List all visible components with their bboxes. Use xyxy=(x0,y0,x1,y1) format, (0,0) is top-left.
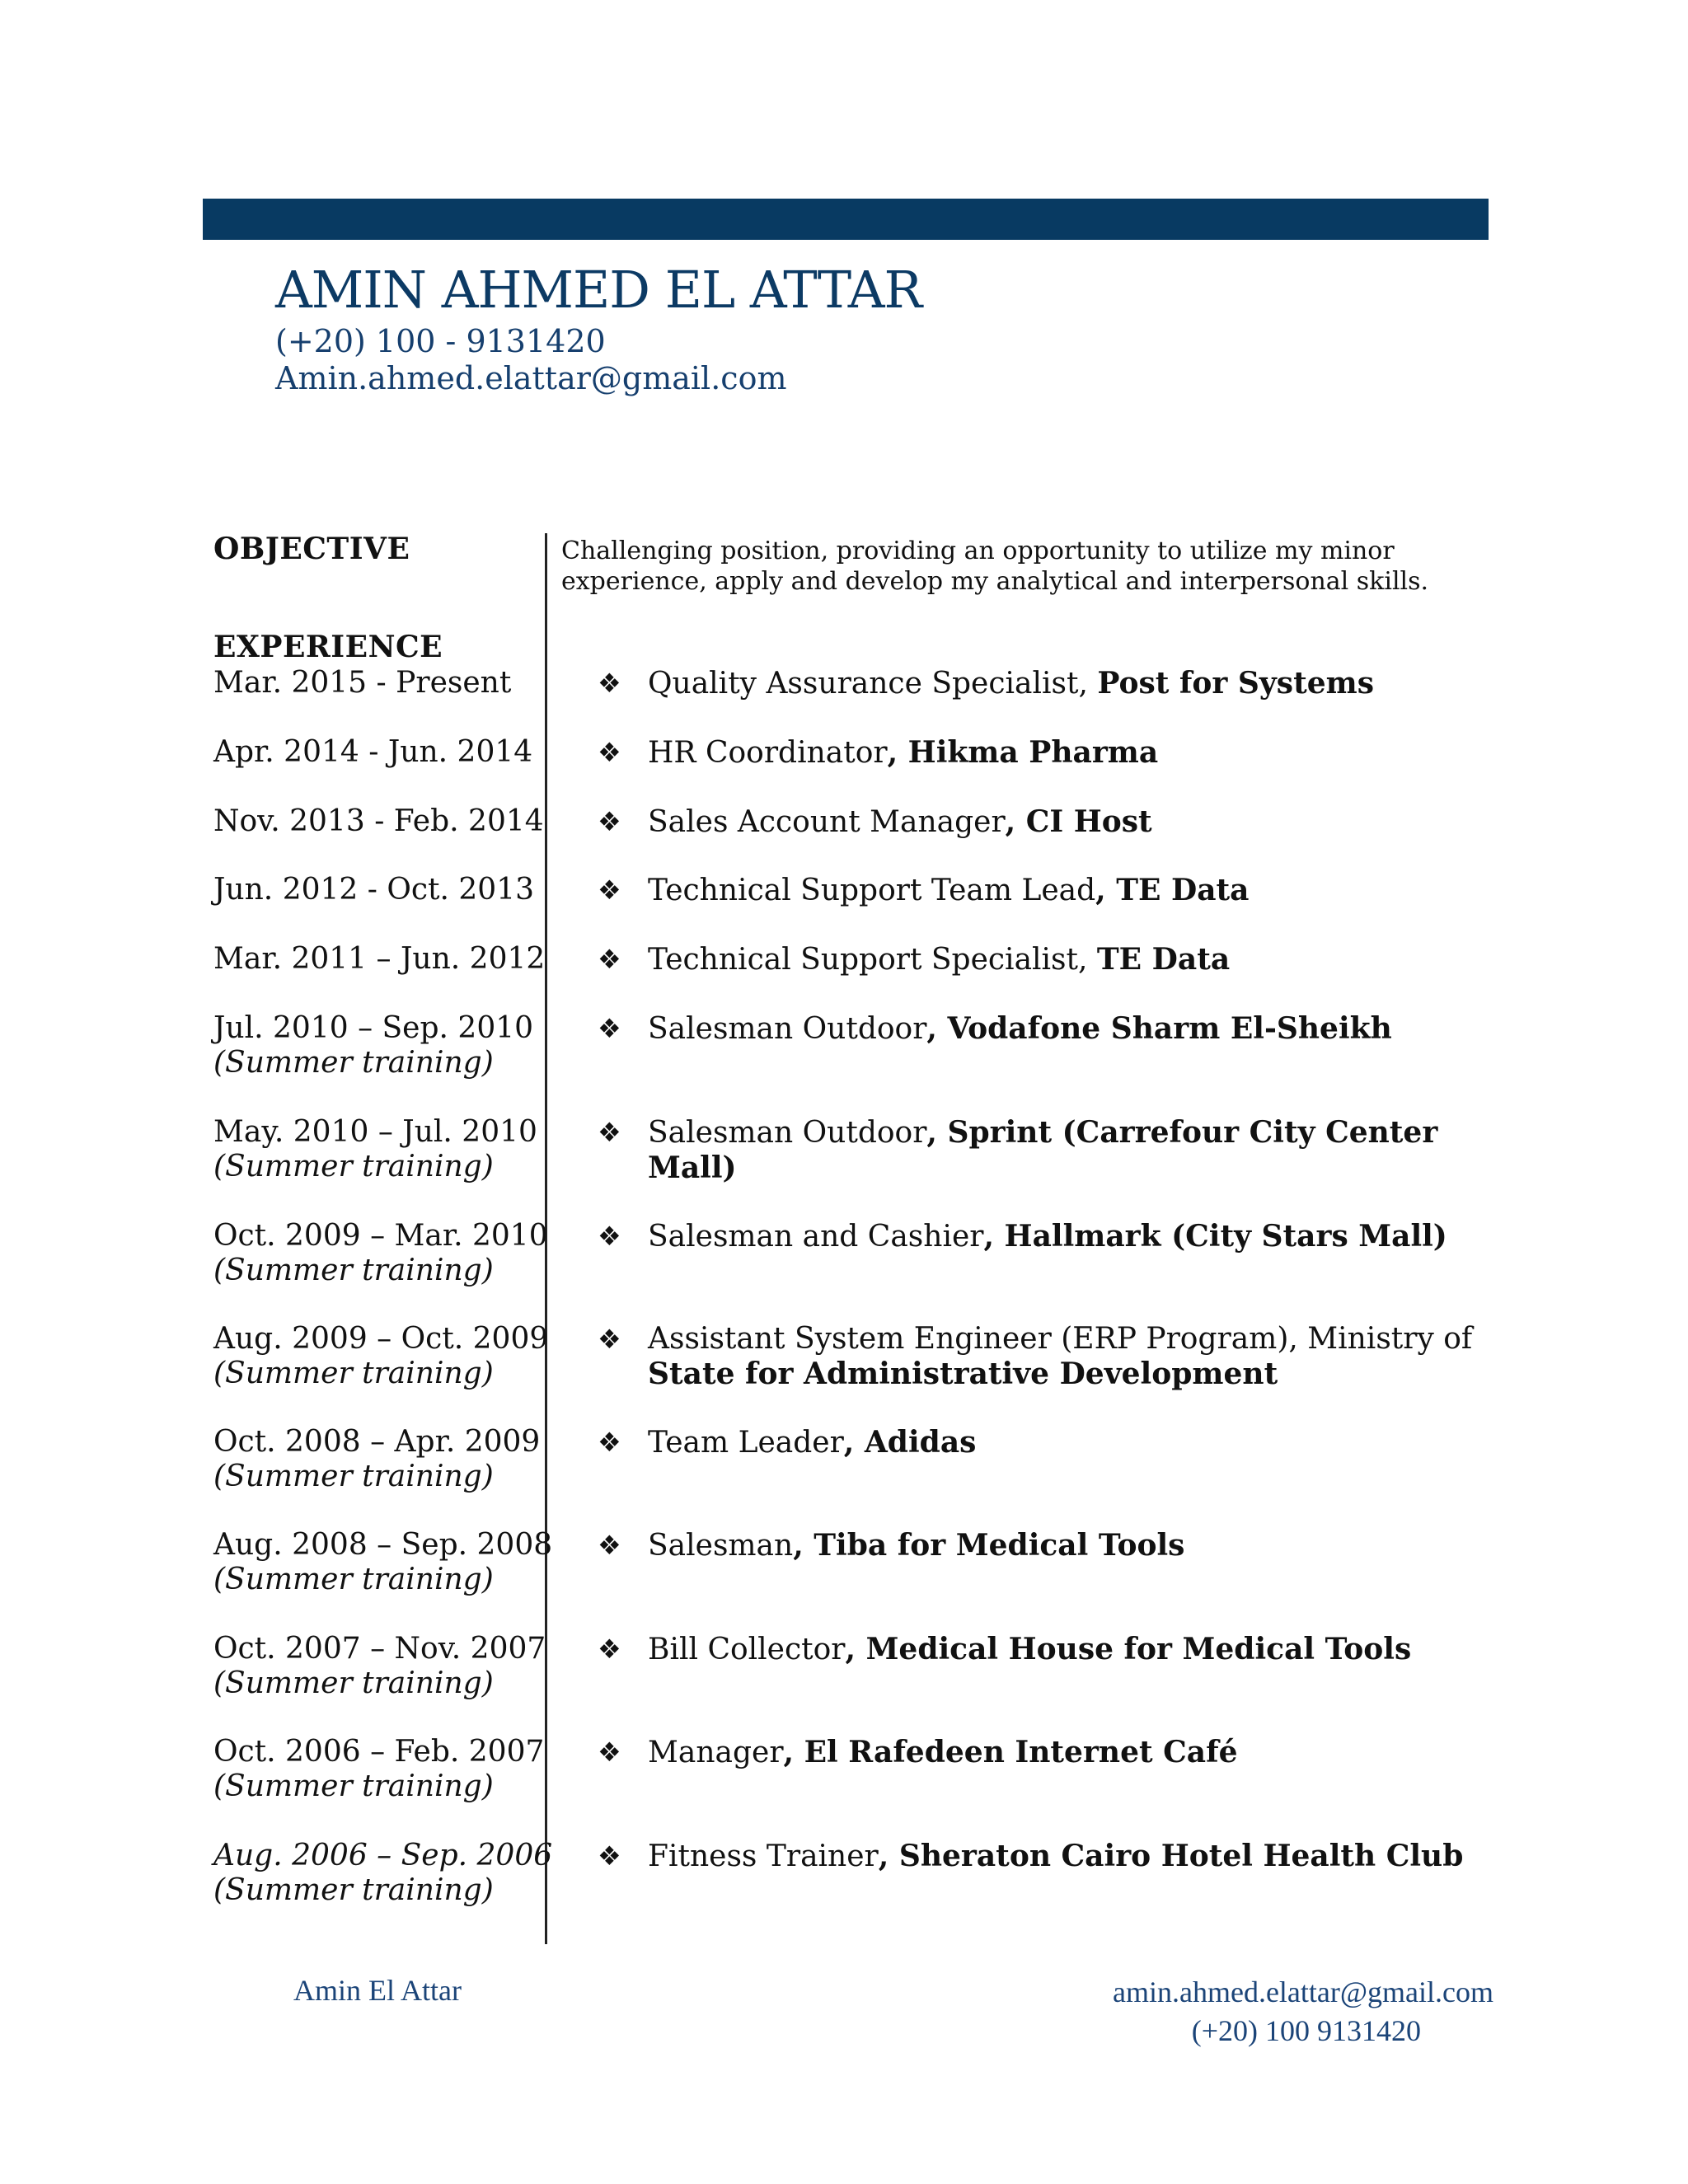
diamond-bullet-icon: ❖ xyxy=(598,1427,621,1458)
diamond-bullet-icon: ❖ xyxy=(598,1221,621,1252)
diamond-bullet-icon: ❖ xyxy=(598,1633,621,1665)
experience-org: State for Administrative Development xyxy=(648,1357,1278,1391)
experience-note: (Summer training) xyxy=(213,1666,494,1700)
footer-email[interactable]: amin.ahmed.elattar@gmail.com xyxy=(1113,1975,1493,2008)
experience-description xyxy=(648,1115,1505,1186)
experience-period: Mar. 2011 – Jun. 2012 xyxy=(213,942,546,976)
experience-date xyxy=(213,1322,549,1391)
experience-role: Assistant System Engineer (ERP Program), Ministry of xyxy=(648,1322,1473,1356)
experience-org: Post for Systems xyxy=(1097,666,1374,701)
experience-item xyxy=(213,1528,1499,1619)
experience-date xyxy=(213,873,543,907)
header-phone: (+20) 100 - 9131420 xyxy=(275,323,606,359)
experience-role: Salesman and Cashier xyxy=(648,1220,984,1254)
experience-note: (Summer training) xyxy=(213,1769,494,1803)
experience-date xyxy=(213,1528,553,1597)
experience-org: , Hikma Pharma xyxy=(887,735,1159,770)
experience-item xyxy=(213,1115,1499,1206)
experience-role: Technical Support Team Lead xyxy=(648,874,1096,907)
footer-name: Amin El Attar xyxy=(293,1974,462,2007)
experience-note: (Summer training) xyxy=(213,1873,494,1907)
diamond-bullet-icon: ❖ xyxy=(598,1840,621,1872)
experience-note: (Summer training) xyxy=(213,1563,494,1596)
experience-date xyxy=(213,1219,548,1288)
experience-date xyxy=(213,1011,543,1080)
experience-period: May. 2010 – Jul. 2010 xyxy=(213,1115,537,1149)
experience-role: Salesman Outdoor xyxy=(648,1116,927,1150)
experience-description xyxy=(648,1839,1505,1874)
diamond-bullet-icon: ❖ xyxy=(598,1117,621,1148)
experience-org: , TE Data xyxy=(1095,873,1250,907)
experience-note: (Summer training) xyxy=(213,1357,494,1390)
experience-org: TE Data xyxy=(1096,942,1231,977)
experience-date xyxy=(213,1425,543,1494)
experience-item xyxy=(213,1011,1499,1102)
experience-period: Aug. 2008 – Sep. 2008 xyxy=(213,1528,553,1562)
diamond-bullet-icon: ❖ xyxy=(598,944,621,975)
header xyxy=(275,257,1487,397)
experience-role: Sales Account Manager xyxy=(648,805,1006,839)
experience-description xyxy=(648,1322,1505,1392)
experience-description xyxy=(648,666,1505,701)
experience-note: (Summer training) xyxy=(213,1254,494,1287)
experience-role: HR Coordinator xyxy=(648,736,888,770)
experience-date xyxy=(213,942,546,977)
experience-org: , Hallmark (City Stars Mall) xyxy=(983,1219,1447,1254)
experience-date xyxy=(213,1115,543,1184)
diamond-bullet-icon: ❖ xyxy=(598,806,621,837)
experience-period: Oct. 2007 – Nov. 2007 xyxy=(213,1632,546,1666)
experience-item xyxy=(213,1322,1499,1413)
experience-date xyxy=(213,1839,553,1908)
experience-role: Fitness Trainer xyxy=(648,1840,879,1873)
header-accent-bar xyxy=(203,199,1489,240)
experience-period: Apr. 2014 - Jun. 2014 xyxy=(213,735,533,769)
experience-org: , Adidas xyxy=(843,1425,977,1460)
experience-date xyxy=(213,666,543,701)
experience-description xyxy=(648,804,1505,840)
experience-period: Jun. 2012 - Oct. 2013 xyxy=(213,873,535,907)
header-email[interactable]: Amin.ahmed.elattar@gmail.com xyxy=(275,360,787,396)
diamond-bullet-icon: ❖ xyxy=(598,737,621,768)
experience-org: , Vodafone Sharm El-Sheikh xyxy=(926,1011,1392,1046)
footer-phone: (+20) 100 9131420 xyxy=(1191,2014,1421,2047)
diamond-bullet-icon: ❖ xyxy=(598,1013,621,1044)
experience-period: Aug. 2009 – Oct. 2009 xyxy=(213,1322,549,1356)
experience-description xyxy=(648,735,1505,771)
objective-heading: OBJECTIVE xyxy=(213,532,410,566)
experience-org: , El Rafedeen Internet Café xyxy=(783,1735,1238,1769)
experience-item xyxy=(213,1632,1499,1722)
experience-org: , Sprint (Carrefour City Center Mall) xyxy=(648,1115,1438,1185)
experience-note: (Summer training) xyxy=(213,1150,494,1183)
experience-description xyxy=(648,1011,1505,1047)
experience-date xyxy=(213,1632,546,1701)
experience-period: Aug. 2006 – Sep. 2006 xyxy=(213,1839,553,1872)
experience-description xyxy=(648,1632,1505,1667)
diamond-bullet-icon: ❖ xyxy=(598,1530,621,1561)
experience-date xyxy=(213,735,543,770)
experience-period: Nov. 2013 - Feb. 2014 xyxy=(213,804,544,838)
experience-description xyxy=(648,1425,1505,1460)
diamond-bullet-icon: ❖ xyxy=(598,874,621,906)
diamond-bullet-icon: ❖ xyxy=(598,668,621,699)
experience-item xyxy=(213,1425,1499,1516)
experience-description xyxy=(648,1219,1505,1254)
experience-period: Oct. 2006 – Feb. 2007 xyxy=(213,1735,545,1769)
footer-contact xyxy=(1113,1973,1493,2050)
experience-note: (Summer training) xyxy=(213,1046,494,1080)
experience-role: Salesman xyxy=(648,1529,794,1563)
experience-period: Oct. 2009 – Mar. 2010 xyxy=(213,1219,548,1253)
experience-role: Salesman Outdoor xyxy=(648,1012,927,1046)
experience-role: Team Leader xyxy=(648,1426,844,1460)
experience-org: , Tiba for Medical Tools xyxy=(793,1528,1185,1563)
experience-description xyxy=(648,1528,1505,1563)
experience-period: Jul. 2010 – Sep. 2010 xyxy=(213,1011,534,1045)
experience-role: Manager xyxy=(648,1736,784,1769)
experience-period: Mar. 2015 - Present xyxy=(213,666,512,700)
experience-note: (Summer training) xyxy=(213,1460,494,1493)
candidate-name: AMIN AHMED EL ATTAR xyxy=(275,260,922,320)
experience-org: , CI Host xyxy=(1005,804,1152,839)
experience-description xyxy=(648,1735,1505,1770)
experience-period: Oct. 2008 – Apr. 2009 xyxy=(213,1425,541,1459)
experience-org: , Medical House for Medical Tools xyxy=(845,1632,1412,1666)
experience-item xyxy=(213,1839,1499,1929)
experience-role: Bill Collector xyxy=(648,1633,846,1666)
experience-org: , Sheraton Cairo Hotel Health Club xyxy=(878,1839,1464,1873)
experience-role: Quality Assurance Specialist, xyxy=(648,667,1098,701)
experience-description xyxy=(648,942,1505,977)
experience-item xyxy=(213,1735,1499,1825)
experience-date xyxy=(213,1735,543,1804)
experience-heading: EXPERIENCE xyxy=(213,630,443,664)
experience-description xyxy=(648,873,1505,908)
diamond-bullet-icon: ❖ xyxy=(598,1736,621,1768)
experience-item xyxy=(213,1219,1499,1310)
experience-date xyxy=(213,804,543,839)
experience-role: Technical Support Specialist, xyxy=(648,943,1097,977)
objective-text: Challenging position, providing an opportunity to utilize my minor experience, apply and develop my analytical and interpersonal skills. xyxy=(561,537,1429,596)
diamond-bullet-icon: ❖ xyxy=(598,1324,621,1355)
